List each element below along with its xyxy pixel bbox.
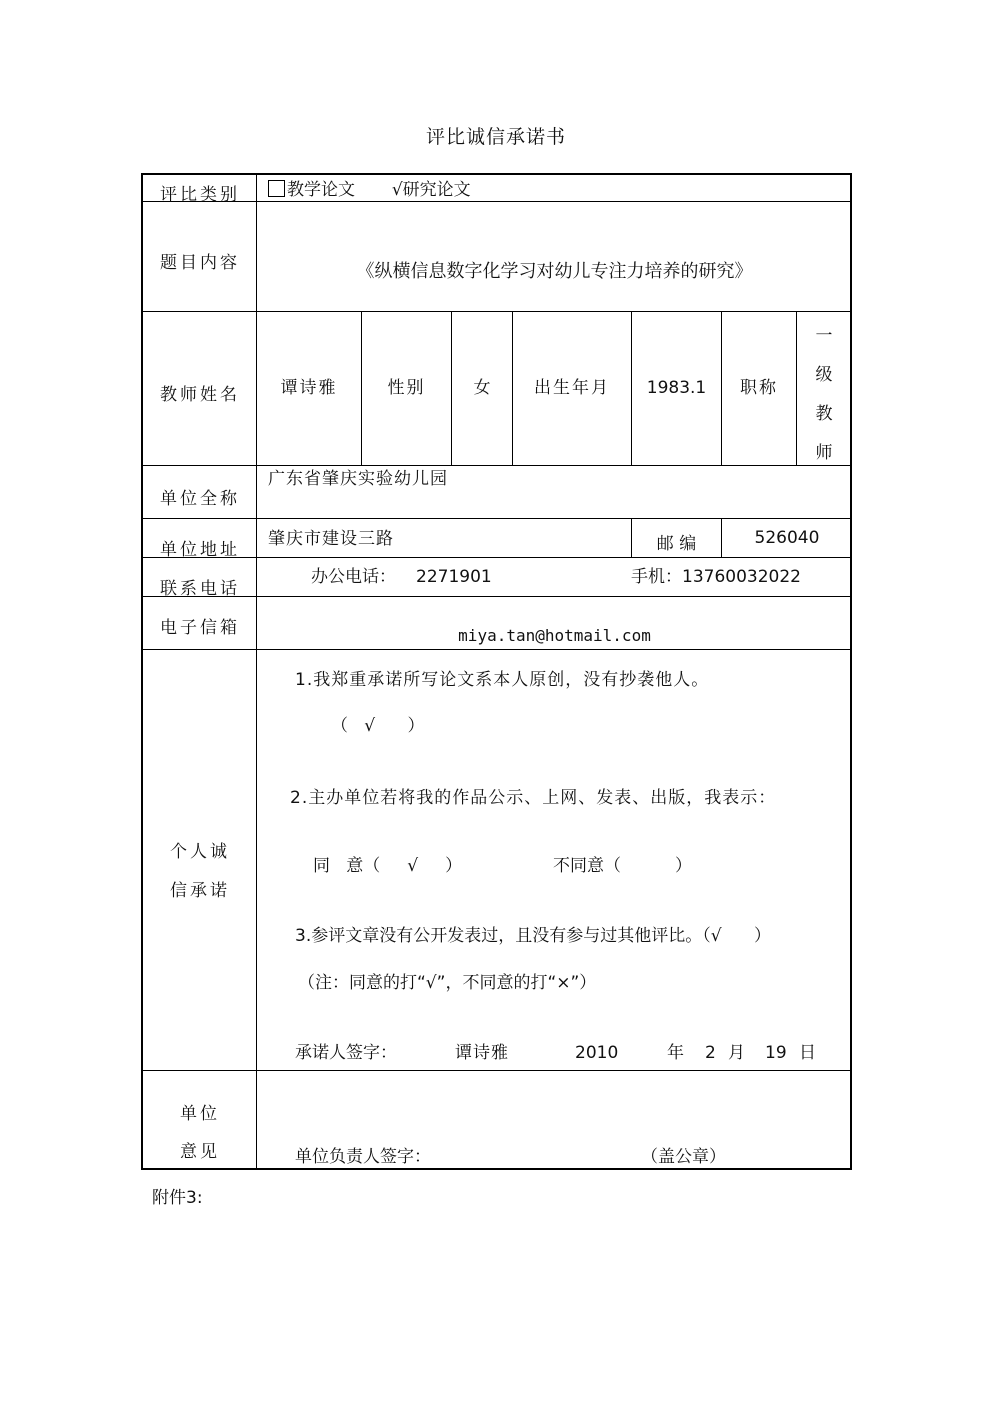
row-divider [143,465,852,466]
check-mark-icon: √ [391,180,403,200]
pledge-label-line2: 信承诺 [170,881,230,901]
unit-address-label: 单位地址 [160,540,240,560]
teacher-name: 谭诗雅 [280,378,338,398]
pledge-item-2: 2.主办单位若将我的作品公示、上网、发表、出版，我表示： [290,788,777,808]
sign-year: 2010 [575,1043,619,1063]
opt-teaching-label: 教学论文 [287,180,355,200]
email-label: 电子信箱 [160,618,240,638]
checkbox-teaching[interactable] [268,180,285,197]
zip-label: 邮 编 [656,534,697,554]
pledge-item-1-mark: （ √ ） [331,716,425,736]
unit-head-sign-label: 单位负责人签字： [295,1147,431,1167]
sign-day-unit: 日 [799,1043,816,1063]
opt-research-label: 研究论文 [402,180,471,200]
topic-label: 题目内容 [160,253,240,273]
unit-opinion-label-line1: 单位 [180,1104,220,1124]
row-divider [143,649,852,650]
pledge-item-3: 3.参评文章没有公开发表过，且没有参与过其他评比。（√ ） [295,926,771,946]
zip-value: 526040 [754,528,820,548]
office-phone-label: 办公电话： [311,567,396,587]
unit-address-value: 肇庆市建设三路 [268,529,394,549]
job-title-label: 职称 [740,378,778,398]
job-title-char: 级 [815,365,833,385]
unit-name-label: 单位全称 [160,489,240,509]
sign-day: 19 [765,1043,787,1063]
pledge-signer: 谭诗雅 [455,1043,509,1063]
birth-value: 1983.1 [646,378,707,398]
gender-value: 女 [473,378,491,398]
category-options [268,180,471,199]
page-title: 评比诚信承诺书 [425,126,566,148]
topic-value: 《纵横信息数字化学习对幼儿专注力培养的研究》 [356,261,753,282]
unit-name-value: 广东省肇庆实验幼儿园 [268,469,448,489]
pledge-label-line1: 个人诚 [170,842,230,862]
agree-option: 同 意（ √ ） [313,856,463,876]
email-value: miya.tan@hotmail.com [458,626,651,645]
cell-divider [796,312,797,465]
row-divider [143,311,852,312]
job-title-value [809,317,839,473]
mobile-label: 手机： [631,567,682,587]
mobile-value: 13760032022 [682,567,801,587]
pledge-form [141,173,852,1170]
job-title-char: 师 [815,443,833,463]
pledge-sign-label: 承诺人签字： [295,1043,397,1063]
row-divider [143,1070,852,1071]
attachment-label: 附件3: [152,1188,203,1208]
birth-label: 出生年月 [534,378,610,398]
teacher-label: 教师姓名 [160,385,240,405]
sign-month: 2 [705,1043,716,1063]
sign-month-unit: 月 [728,1043,745,1063]
pledge-item-1: 1.我郑重承诺所写论文系本人原创，没有抄袭他人。 [295,670,710,690]
office-phone [311,569,492,586]
phone-label: 联系电话 [160,579,240,599]
official-seal-label: （盖公章） [641,1147,726,1167]
row-divider [143,518,852,519]
sign-year-unit: 年 [667,1043,684,1063]
category-label: 评比类别 [160,185,240,205]
pledge-note: （注：同意的打“√”，不同意的打“×”） [298,973,597,993]
mobile-phone [631,569,801,586]
job-title-char: 教 [815,404,833,424]
office-phone-value: 2271901 [416,567,492,587]
unit-opinion-label-line2: 意见 [180,1142,220,1162]
gender-label: 性别 [387,378,426,398]
label-column-divider [256,175,257,1170]
job-title-char: 一 [815,326,833,346]
disagree-option: 不同意（ ） [553,856,693,876]
